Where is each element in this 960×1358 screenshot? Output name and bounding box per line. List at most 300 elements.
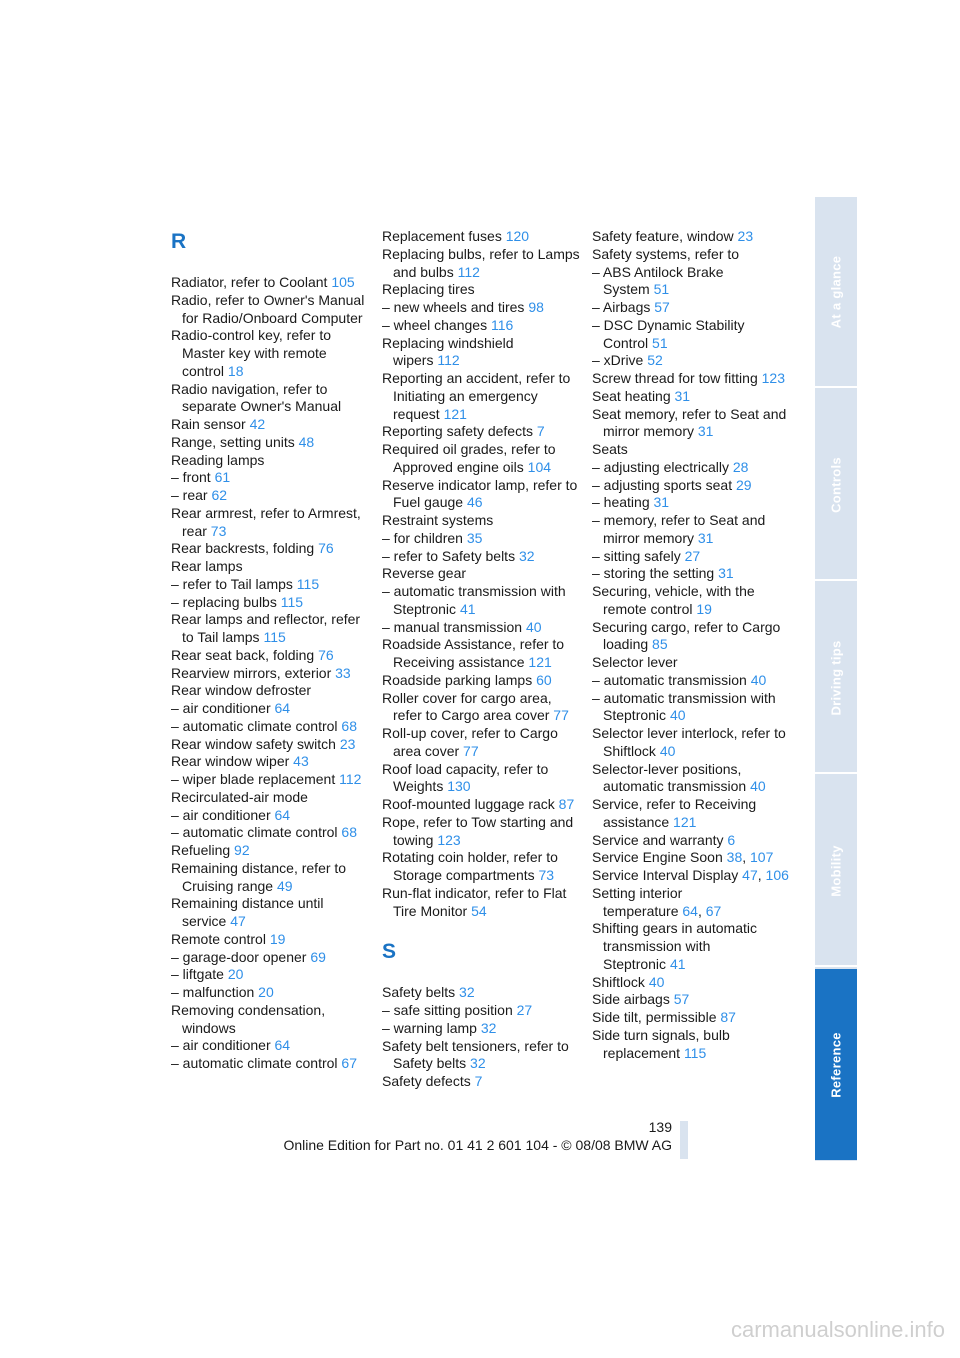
index-entry: [171, 789, 371, 807]
index-entry-text: – ABS Antilock Brake System: [592, 263, 724, 298]
index-entry-text: – wiper blade replacement: [171, 771, 336, 787]
index-entry: [171, 842, 371, 860]
page-ref-link[interactable]: 115: [683, 1044, 707, 1061]
page-ref-link[interactable]: 57: [673, 991, 690, 1008]
index-entry-text: Replacing tires: [382, 281, 475, 298]
index-entry: [382, 530, 582, 548]
index-entry-text: Reporting an accident, refer to Initiating an emergency request: [382, 370, 571, 422]
index-entry: [382, 619, 582, 637]
index-entry-text: – adjusting sports seat: [592, 476, 733, 493]
index-entry: [592, 246, 792, 264]
page-ref-link[interactable]: 112: [437, 352, 460, 369]
index-entry-text: Selector lever interlock, refer to Shiftlock: [592, 725, 786, 759]
section-tab-label: At a glance: [828, 255, 844, 328]
index-entry: [382, 636, 582, 672]
index-entry: [592, 832, 792, 850]
index-entry-text: Reading lamps: [171, 451, 265, 468]
footer-edition-text: Online Edition for Part no. 01 41 2 601 104 - © 08/08 BMW AG: [283, 1137, 672, 1153]
index-entry-text: Roll-up cover, refer to Cargo area cover: [382, 725, 558, 759]
page-ref-link[interactable]: 54: [471, 902, 487, 919]
index-entry-text: Rear lamps: [171, 558, 243, 574]
index-entry-text: Rotating coin holder, refer to Storage compartments: [382, 849, 558, 883]
page-ref-link[interactable]: 32: [470, 1055, 486, 1072]
page-ref-link[interactable]: 31: [674, 387, 691, 404]
index-entry-text: Remaining distance, refer to Cruising range: [171, 859, 347, 894]
index-entry-text: Recirculated-air mode: [171, 788, 308, 805]
index-entry: [382, 672, 582, 690]
index-entry: [171, 966, 371, 984]
index-entry: [171, 434, 371, 452]
index-entry: [171, 860, 371, 896]
index-entry: [592, 317, 792, 353]
index-column-2: [382, 228, 582, 1091]
index-entry: [592, 388, 792, 406]
index-entry-text: – warning lamp: [382, 1019, 477, 1036]
index-entry: [171, 1037, 371, 1055]
index-entry: [382, 796, 582, 814]
index-entry: [171, 452, 371, 470]
index-entry-text: – automatic transmission with Steptronic: [592, 689, 776, 724]
page-ref-link[interactable]: 19: [696, 600, 712, 617]
page-ref-link[interactable]: 116: [490, 316, 514, 333]
page-ref-link[interactable]: 32: [480, 1019, 497, 1036]
section-tab-label: Reference: [828, 1031, 844, 1098]
index-entry: [382, 984, 582, 1002]
index-entry-text: – safe sitting position: [382, 1002, 513, 1018]
index-entry: [592, 459, 792, 477]
index-entry: [382, 1038, 582, 1074]
page-ref-link[interactable]: 115: [296, 575, 320, 592]
index-entry: [171, 736, 371, 754]
page-ref-link[interactable]: 60: [536, 671, 552, 688]
page-ref-link[interactable]: 41: [459, 600, 476, 617]
index-entry-text: – air conditioner: [171, 700, 271, 716]
section-tab[interactable]: [815, 969, 857, 1160]
index-entry: [592, 264, 792, 300]
index-entry: [171, 505, 371, 541]
index-entry-text: Replacing bulbs, refer to Lamps and bulbs: [382, 245, 580, 280]
watermark: carmanualsonline.info: [730, 1317, 945, 1342]
section-tabs: [815, 197, 857, 1161]
footer-accent-bar: [680, 1121, 688, 1159]
index-entry: [592, 991, 792, 1009]
index-entry-text: Reporting safety defects: [382, 423, 533, 440]
page-ref-link[interactable]: 64: [274, 806, 291, 823]
page-ref-link[interactable]: 18: [227, 362, 244, 379]
index-entry-text: Reverse gear: [382, 565, 467, 582]
index-entry-text: Shifting gears in automatic transmission with Steptronic: [592, 920, 757, 972]
index-entry: [382, 1020, 582, 1038]
index-entry: [171, 1002, 371, 1038]
index-entry: [171, 292, 371, 328]
page-ref-link[interactable]: 46: [466, 494, 483, 511]
page-ref-link[interactable]: 112: [457, 263, 480, 280]
index-entry-text: Radio, refer to Owner's Manual for Radio/Onboard Computer: [171, 291, 365, 326]
index-entry-text: Rear armrest, refer to Armrest, rear: [171, 504, 361, 539]
index-entry-text: Roof-mounted luggage rack: [382, 796, 555, 812]
index-entry: [382, 281, 582, 299]
index-entry-text: Seat heating: [592, 387, 671, 404]
section-tab-label: Mobility: [828, 844, 844, 897]
page-ref-link[interactable]: 123: [437, 831, 461, 848]
index-entry: [382, 1002, 582, 1020]
index-entry-text: Seat memory, refer to Seat and mirror memory: [592, 405, 787, 440]
index-entry-text: Securing, vehicle, with the remote control: [592, 583, 755, 617]
index-entry: [592, 619, 792, 655]
page-ref-link[interactable]: 42: [249, 416, 266, 432]
index-entry-text: Reserve indicator lamp, refer to Fuel gauge: [382, 476, 578, 511]
index-entry-text: Service Interval Display: [592, 867, 739, 883]
index-entry: [592, 228, 792, 246]
page-ref-link[interactable]: 87: [720, 1009, 736, 1025]
page-ref-link[interactable]: 41: [669, 955, 686, 972]
index-entry-text: Replacing windshield wipers: [382, 334, 514, 369]
page-ref-link[interactable]: 49: [276, 877, 293, 894]
index-entry-text: Remote control: [171, 930, 266, 947]
index-entry: [592, 867, 792, 885]
index-entry-text: – heating: [592, 494, 650, 511]
page-ref-link[interactable]: 121: [673, 813, 697, 830]
index-entry-text: Selector lever: [592, 654, 678, 670]
index-entry: [592, 512, 792, 548]
index-entry-text: Securing cargo, refer to Cargo loading: [592, 618, 781, 653]
page-ref-link[interactable]: 33: [335, 664, 351, 681]
index-entry-text: Replacement fuses: [382, 228, 502, 244]
page-ref-link[interactable]: 67: [705, 902, 722, 919]
page-ref-link[interactable]: 115: [263, 629, 286, 645]
index-entry-text: Safety defects: [382, 1073, 471, 1089]
page-ref-link[interactable]: 52: [647, 352, 663, 369]
index-entry: [171, 558, 371, 576]
page-ref-link[interactable]: 23: [737, 228, 754, 244]
index-entry: [171, 718, 371, 736]
index-column-3: [592, 228, 792, 1062]
index-entry-text: Safety systems, refer to: [592, 245, 740, 262]
index-entry-text: – automatic climate control: [171, 824, 338, 841]
index-entry-text: – adjusting electrically: [592, 458, 729, 475]
page-ref-link[interactable]: 31: [718, 565, 734, 582]
index-entry-text: Rear backrests, folding: [171, 540, 315, 557]
index-entry-text: Rear seat back, folding: [171, 646, 315, 663]
index-entry: [171, 647, 371, 665]
page-ref-link[interactable]: 20: [227, 966, 244, 983]
index-entry-text: Rear window safety switch: [171, 735, 336, 752]
index-entry-text: Roller cover for cargo area, refer to Cargo area cover: [382, 689, 552, 724]
index-entry: [171, 771, 371, 789]
page-ref-link[interactable]: 87: [558, 796, 575, 812]
page-ref-link[interactable]: 69: [310, 948, 326, 965]
page-ref-link[interactable]: 120: [505, 228, 530, 244]
index-entry-text: Rear window defroster: [171, 682, 312, 699]
index-entry: [382, 725, 582, 761]
index-entry-text: – air conditioner: [171, 1037, 271, 1054]
index-entry-text: – manual transmission: [382, 618, 523, 635]
index-entry: [171, 274, 371, 292]
section-tab[interactable]: [815, 583, 857, 774]
index-entry: [592, 299, 792, 317]
index-entry-text: Safety belt tensioners, refer to Safety belts: [382, 1037, 569, 1072]
index-entry-text: Service, refer to Receiving assistance: [592, 796, 757, 830]
page-ref-link[interactable]: 43: [293, 753, 309, 770]
index-entry: [171, 540, 371, 558]
page-ref-link[interactable]: 47: [230, 913, 246, 929]
page-ref-link[interactable]: 32: [518, 547, 535, 564]
page-ref-link[interactable]: 73: [538, 867, 555, 883]
index-entry: [592, 494, 792, 512]
index-entry: [382, 512, 582, 530]
index-entry: [592, 583, 792, 619]
index-entry-text: Restraint systems: [382, 512, 494, 528]
index-entry-text: Removing condensation, windows: [171, 1001, 326, 1036]
page-ref-link[interactable]: 77: [463, 742, 479, 759]
index-entry: [592, 1027, 792, 1063]
index-entry: [171, 416, 371, 434]
page-ref-link[interactable]: 51: [653, 281, 670, 298]
index-entry: [592, 920, 792, 973]
index-entry-text: – DSC Dynamic Stability Control: [592, 316, 745, 351]
page-ref-link[interactable]: 64: [682, 902, 698, 919]
index-entry: [382, 441, 582, 477]
section-tab-label: Driving tips: [828, 639, 844, 716]
page-ref-link[interactable]: 7: [536, 423, 545, 440]
index-entry: [382, 885, 582, 921]
index-entry-text: Radio navigation, refer to separate Owner's Manual: [171, 380, 342, 415]
index-entry-text: Seats: [592, 441, 628, 457]
index-entry: [382, 761, 582, 797]
page-ref-link[interactable]: 73: [210, 522, 227, 539]
index-entry-text: Side airbags: [592, 991, 670, 1008]
index-entry: [382, 335, 582, 371]
index-entry-text: Roadside parking lamps: [382, 671, 533, 688]
page-ref-link[interactable]: 68: [341, 717, 357, 734]
index-entry-text: Rope, refer to Tow starting and towing: [382, 813, 574, 848]
page-ref-link[interactable]: 28: [732, 458, 749, 475]
index-entry-text: – refer to Tail lamps: [171, 575, 293, 592]
index-entry-text: Run-flat indicator, refer to Flat Tire Monitor: [382, 884, 567, 919]
index-entry-text: Range, setting units: [171, 433, 295, 450]
page-ref-link[interactable]: 68: [341, 824, 357, 841]
index-entry-text: – air conditioner: [171, 806, 271, 823]
page-ref-link[interactable]: 40: [648, 973, 665, 990]
index-entry: [592, 654, 792, 672]
index-entry: [592, 352, 792, 370]
index-entry: [592, 672, 792, 690]
page-ref-link[interactable]: 27: [516, 1002, 533, 1018]
index-entry: [171, 327, 371, 380]
page-ref-link[interactable]: 27: [684, 547, 701, 564]
page-ref-link[interactable]: 23: [339, 735, 356, 752]
index-entry: [171, 700, 371, 718]
index-entry-text: – automatic climate control: [171, 717, 338, 734]
index-entry: [382, 565, 582, 583]
index-entry-text: Rear lamps and reflector, refer to Tail lamps: [171, 611, 361, 645]
page-ref-link[interactable]: 67: [341, 1055, 357, 1071]
index-entry-text: Service and warranty: [592, 831, 724, 848]
index-entry: [382, 246, 582, 282]
page-ref-link[interactable]: 7: [474, 1073, 483, 1089]
index-entry-text: Rain sensor: [171, 416, 246, 432]
index-entry-text: Required oil grades, refer to Approved engine oils: [382, 441, 556, 475]
index-entry-text: Roadside Assistance, refer to Receiving assistance: [382, 636, 565, 670]
page-ref-link[interactable]: 40: [659, 742, 676, 759]
index-entry: [592, 849, 792, 867]
index-entry: [171, 665, 371, 683]
page-ref-link[interactable]: 35: [466, 529, 483, 546]
index-entry-text: Safety feature, window: [592, 228, 734, 244]
index-entry-text: Radio-control key, refer to Master key with remote control: [171, 327, 332, 379]
index-entry: [382, 583, 582, 619]
index-entry: [171, 949, 371, 967]
page-ref-link[interactable]: 107: [750, 849, 774, 866]
index-entry-text: Refueling: [171, 842, 231, 858]
index-entry: [592, 885, 792, 921]
index-entry: [592, 1009, 792, 1027]
index-entry-text: – malfunction: [171, 984, 255, 1000]
index-entry: [382, 299, 582, 317]
index-entry: [171, 682, 371, 700]
index-entry-text: Side turn signals, bulb replacement: [592, 1026, 730, 1061]
page-ref-link[interactable]: 61: [214, 469, 231, 486]
index-entry: [592, 761, 792, 797]
index-entry: [171, 1055, 371, 1073]
page-ref-link[interactable]: 106: [765, 867, 789, 883]
index-entry: [382, 849, 582, 885]
index-entry-text: Rear window wiper: [171, 753, 290, 770]
page-ref-link[interactable]: 92: [234, 842, 250, 858]
page-ref-link[interactable]: 40: [669, 707, 686, 724]
index-entry-text: – automatic transmission: [592, 671, 747, 688]
index-entry: [171, 487, 371, 505]
index-entry-text: – refer to Safety belts: [382, 547, 516, 564]
section-tab[interactable]: [815, 197, 857, 388]
page-ref-separator: ,: [742, 849, 747, 866]
index-entry: [592, 796, 792, 832]
section-tab[interactable]: [815, 390, 857, 581]
section-gap: [382, 920, 582, 938]
page-ref-link[interactable]: 32: [459, 984, 475, 1001]
index-entry-text: – automatic climate control: [171, 1055, 338, 1071]
index-entry: [382, 228, 582, 246]
page-ref-link[interactable]: 57: [654, 299, 670, 315]
index-entry-text: Shiftlock: [592, 973, 645, 990]
index-entry: [382, 548, 582, 566]
page-ref-link[interactable]: 31: [697, 423, 714, 440]
page-number: 139: [648, 1119, 672, 1135]
index-entry-text: Selector-lever positions, automatic transmission: [592, 760, 747, 795]
page-ref-link[interactable]: 48: [298, 433, 315, 450]
index-entry-text: – front: [171, 469, 211, 486]
section-tab[interactable]: [815, 776, 857, 967]
page-ref-link[interactable]: 64: [274, 700, 291, 716]
index-letter-heading: S: [382, 940, 397, 964]
page-ref-link[interactable]: 20: [258, 984, 274, 1000]
index-entry: [382, 317, 582, 335]
page-ref-separator: ,: [757, 867, 762, 883]
page-ref-link[interactable]: 123: [761, 370, 785, 386]
page-ref-link[interactable]: 31: [653, 494, 670, 511]
index-entry: [592, 565, 792, 583]
index-entry: [592, 548, 792, 566]
index-entry: [171, 381, 371, 417]
index-entry: [171, 611, 371, 647]
index-entry: [171, 594, 371, 612]
index-entry-text: Screw thread for tow fitting: [592, 370, 758, 386]
page-ref-link[interactable]: 115: [280, 593, 304, 610]
index-entry-text: – automatic transmission with Steptronic: [382, 583, 566, 617]
index-entry: [592, 406, 792, 442]
index-entry: [171, 895, 371, 931]
index-entry: [171, 753, 371, 771]
index-entry-text: – memory, refer to Seat and mirror memory: [592, 512, 766, 546]
index-entry-text: – xDrive: [592, 352, 644, 369]
page-ref-link[interactable]: 121: [528, 654, 552, 670]
index-entry: [382, 477, 582, 513]
page-ref-link[interactable]: 40: [750, 778, 766, 795]
index-entry: [171, 984, 371, 1002]
index-column-1: [171, 228, 371, 1073]
index-entry-text: – liftgate: [171, 966, 224, 983]
index-entry-text: – storing the setting: [592, 565, 715, 582]
page-ref-link[interactable]: 130: [447, 778, 471, 795]
index-entry: [171, 469, 371, 487]
index-entry-text: – sitting safely: [592, 547, 681, 564]
page-ref-link[interactable]: 6: [727, 831, 736, 848]
index-entry-text: – rear: [171, 487, 208, 503]
page-ref-link[interactable]: 38: [726, 849, 743, 866]
page-ref-link[interactable]: 76: [318, 540, 334, 557]
index-entry: [171, 824, 371, 842]
index-entry: [382, 370, 582, 423]
index-entry: [592, 974, 792, 992]
page-ref-link[interactable]: 51: [652, 334, 668, 351]
page-ref-link[interactable]: 105: [331, 274, 355, 290]
page-ref-link[interactable]: 76: [318, 646, 334, 663]
index-entry-text: – new wheels and tires: [382, 299, 525, 315]
index-entry-text: – Airbags: [592, 299, 651, 315]
page-ref-link[interactable]: 112: [339, 771, 362, 787]
page-ref-link[interactable]: 85: [652, 636, 668, 653]
page-ref-link[interactable]: 29: [735, 476, 752, 493]
page-ref-link[interactable]: 19: [269, 930, 286, 947]
index-entry-text: Setting interior temperature: [592, 884, 683, 919]
index-entry: [382, 814, 582, 850]
index-entry-text: – for children: [382, 529, 463, 546]
page-ref-link[interactable]: 40: [750, 671, 767, 688]
page-ref-link[interactable]: 31: [697, 529, 714, 546]
index-entry-text: Safety belts: [382, 984, 456, 1001]
page-ref-link[interactable]: 77: [553, 707, 569, 724]
page-ref-link[interactable]: 62: [211, 487, 228, 503]
index-entry: [171, 576, 371, 594]
section-tab-label: Controls: [828, 456, 844, 513]
index-entry: [382, 690, 582, 726]
page-ref-link[interactable]: 104: [527, 458, 552, 475]
index-entry-text: Radiator, refer to Coolant: [171, 274, 328, 290]
index-entry: [592, 690, 792, 726]
page-ref-separator: ,: [697, 902, 702, 919]
index-entry: [592, 477, 792, 495]
page-ref-link[interactable]: 121: [443, 405, 467, 422]
index-entry-text: – wheel changes: [382, 316, 488, 333]
page-ref-link[interactable]: 64: [274, 1037, 291, 1054]
page-ref-link[interactable]: 98: [528, 299, 544, 315]
page-ref-link[interactable]: 47: [742, 867, 758, 883]
index-entry: [382, 423, 582, 441]
index-entry-text: – replacing bulbs: [171, 593, 277, 610]
index-entry-text: Service Engine Soon: [592, 849, 723, 866]
page-ref-link[interactable]: 40: [525, 618, 542, 635]
index-entry-text: Side tilt, permissible: [592, 1009, 717, 1025]
